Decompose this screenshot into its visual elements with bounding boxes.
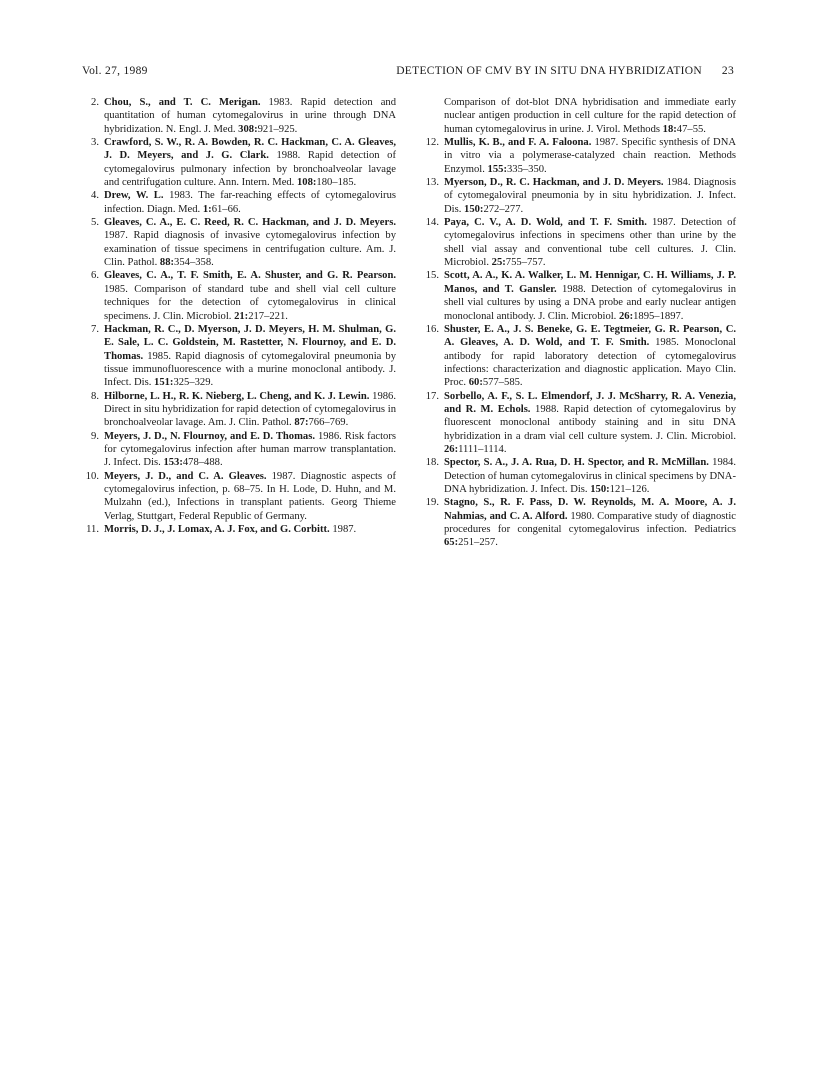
reference-pages: 478–488. — [182, 457, 223, 469]
page-number: 23 — [721, 65, 734, 77]
reference-authors: Paya, C. V., A. D. Wold, and T. F. Smith. — [444, 217, 647, 229]
reference-entry — [422, 136, 736, 176]
reference-volume: 150: — [464, 203, 484, 215]
reference-entry — [422, 496, 736, 549]
reference-volume: 308: — [238, 123, 258, 135]
reference-entry — [82, 390, 396, 430]
reference-text: 1987. Detection of cytomegalovirus infections in specimens other than urine by the shell vial assay and conventional tube cell cultures. J. Clin. Microbiol. — [444, 217, 736, 269]
reference-volume: 153: — [163, 457, 183, 469]
reference-authors: Crawford, S. W., R. A. Bowden, R. C. Hackman, C. A. Gleaves, J. D. Meyers, and J. G. Clark. — [104, 137, 396, 162]
reference-authors: Meyers, J. D., and C. A. Gleaves. — [104, 470, 267, 482]
reference-number: 10. — [85, 470, 99, 482]
reference-pages: 1111–1114. — [458, 443, 507, 455]
reference-volume: 21: — [234, 310, 249, 322]
reference-text: 1985. Comparison of standard tube and shell vial cell culture techniques for the detection of cytomegalovirus in clinical specimens. J. Clin. Microbiol. — [104, 283, 396, 322]
reference-entry — [82, 430, 396, 470]
reference-authors: Hackman, R. C., D. Myerson, J. D. Meyers, H. M. Shulman, G. E. Sale, L. C. Goldstein, M. Rastetter, N. Flournoy, and E. D. Thomas. — [104, 323, 396, 362]
reference-text: 1980. Comparative study of diagnostic procedures for congenital cytomegalovirus infection. Pediatrics — [444, 510, 736, 535]
reference-pages: 325–329. — [173, 377, 214, 389]
reference-number: 7. — [91, 323, 99, 335]
reference-number: 18. — [425, 457, 439, 469]
reference-volume: 108: — [296, 177, 317, 189]
reference-text: 1988. Rapid detection of cytomegalovirus by fluorescent monoclonal antibody staining and in situ DNA hybridization in a dram vial cell culture system. J. Clin. Microbiol. — [444, 403, 736, 442]
reference-entry — [422, 176, 736, 216]
reference-text: 1986. Direct in situ hybridization for rapid detection of cytomegalovirus in bronchoalveolar lavage. Am. J. Clin. Pathol. — [104, 390, 397, 429]
reference-text: Comparison of dot-blot DNA hybridisation and immediate early nuclear antigen production in cell culture for the rapid detection of human cytomegalovirus in urine. J. Virol. Methods — [444, 97, 736, 135]
reference-entry — [422, 269, 736, 322]
reference-volume: 25: — [491, 257, 506, 269]
reference-volume: 87: — [294, 417, 309, 429]
reference-entry — [422, 456, 736, 496]
reference-entry — [82, 216, 396, 269]
reference-pages: 121–126. — [609, 483, 650, 495]
reference-authors: Hilborne, L. H., R. K. Nieberg, L. Cheng, and K. J. Lewin. — [104, 390, 370, 402]
reference-entry — [82, 470, 396, 523]
reference-pages: 180–185. — [316, 177, 357, 189]
reference-text: 1987. Specific synthesis of DNA in vitro via a polymerase-catalyzed chain reaction. Methods Enzymol. — [444, 137, 736, 175]
reference-entry — [82, 136, 396, 189]
reference-entry — [82, 523, 396, 536]
reference-authors: Drew, W. L. — [104, 190, 164, 202]
reference-volume: 150: — [590, 483, 610, 495]
reference-number: 8. — [91, 390, 99, 402]
reference-text: 1988. Detection of cytomegalovirus in shell vial cultures by using a DNA probe and early nuclear antigen monoclonal antibody. J. Clin. Microbiol. — [444, 283, 737, 322]
reference-pages: 354–358. — [174, 257, 214, 269]
reference-text: 1985. Rapid diagnosis of cytomegaloviral pneumonia by tissue immunofluorescence with a murine monoclonal antibody. J. Infect. Dis. — [104, 350, 396, 389]
reference-number: 2. — [91, 97, 99, 108]
reference-volume: 88: — [159, 257, 175, 269]
reference-text: 1985. Monoclonal antibody for rapid laboratory detection of cytomegalovirus infections: characterization and diagnostic application. Mayo Clin. Proc. — [444, 337, 736, 389]
reference-pages: 1895–1897. — [633, 310, 684, 322]
reference-volume: 155: — [487, 163, 507, 175]
reference-continuation — [422, 96, 736, 136]
reference-pages: 755–757. — [505, 257, 546, 269]
reference-number: 6. — [91, 270, 99, 282]
reference-pages: 272–277. — [483, 203, 524, 215]
reference-entry — [422, 390, 736, 457]
reference-volume: 26: — [444, 443, 459, 455]
reference-number: 9. — [91, 430, 99, 442]
reference-volume: 151: — [154, 377, 174, 389]
reference-text: 1983. Rapid detection and quantitation of human cytomegalovirus in urine through DNA hybridization. N. Engl. J. Med. — [104, 97, 397, 135]
reference-text: 1983. The far-reaching effects of cytomegalovirus infection. Diagn. Med. — [104, 190, 396, 215]
running-header — [82, 65, 734, 81]
reference-entry — [82, 269, 396, 322]
reference-number: 15. — [425, 270, 439, 282]
reference-entry — [422, 323, 736, 390]
reference-authors: Chou, S., and T. C. Merigan. — [104, 97, 261, 108]
reference-pages: 217–221. — [248, 310, 288, 322]
reference-volume: 60: — [468, 377, 483, 389]
reference-volume: 1: — [202, 203, 212, 215]
reference-entry — [82, 96, 396, 136]
reference-text: 1987. — [329, 524, 357, 535]
running-title: DETECTION OF CMV BY IN SITU DNA HYBRIDIZATION — [396, 65, 702, 77]
volume-label: Vol. 27, 1989 — [82, 65, 148, 77]
reference-volume: 26: — [618, 310, 634, 322]
references-right-column — [422, 96, 736, 550]
reference-entry — [82, 189, 396, 216]
reference-number: 5. — [91, 217, 99, 229]
reference-authors: Gleaves, C. A., E. C. Reed, R. C. Hackman, and J. D. Meyers. — [104, 217, 396, 229]
reference-text: 1987. Rapid diagnosis of invasive cytomegalovirus infection by examination of tissue specimens in centrifugation culture. Am. J. Clin. Pathol. — [104, 230, 396, 269]
reference-volume: 18: — [662, 123, 677, 135]
reference-number: 17. — [425, 390, 439, 402]
reference-number: 12. — [425, 137, 439, 149]
reference-authors: Myerson, D., R. C. Hackman, and J. D. Meyers. — [444, 177, 664, 189]
reference-pages: 577–585. — [482, 377, 523, 389]
reference-text: 1984. Diagnosis of cytomegaloviral pneumonia by in situ hybridization. J. Infect. Dis. — [444, 177, 736, 215]
reference-number: 13. — [425, 177, 439, 189]
reference-number: 16. — [425, 323, 439, 335]
reference-authors: Meyers, J. D., N. Flournoy, and E. D. Thomas. — [104, 430, 315, 442]
reference-text: 1988. Rapid detection of cytomegalovirus pulmonary infection by bronchoalveolar lavage and centrifugation culture. Ann. Intern. Med. — [104, 150, 396, 189]
reference-entry — [82, 323, 396, 390]
reference-authors: Scott, A. A., K. A. Walker, L. M. Hennigar, C. H. Williams, J. P. Manos, and T. Gansler. — [444, 270, 736, 295]
reference-entry — [422, 216, 736, 269]
reference-pages: 766–769. — [308, 417, 349, 429]
reference-number: 3. — [91, 137, 99, 149]
reference-number: 19. — [425, 497, 439, 509]
reference-authors: Shuster, E. A., J. S. Beneke, G. E. Tegtmeier, G. R. Pearson, C. A. Gleaves, A. D. Wold, and T. F. Smith. — [444, 323, 736, 349]
reference-authors: Stagno, S., R. F. Pass, D. W. Reynolds, M. A. Moore, A. J. Nahmias, and C. A. Alford. — [444, 497, 736, 522]
reference-pages: 335–350. — [506, 163, 547, 175]
reference-pages: 47–55. — [676, 123, 706, 135]
reference-pages: 921–925. — [257, 123, 298, 135]
references-left-column — [82, 96, 396, 536]
reference-volume: 65: — [444, 537, 459, 549]
reference-number: 11. — [86, 524, 99, 535]
reference-text: 1986. Risk factors for cytomegalovirus infection after human marrow transplantation. J. Infect. Dis. — [104, 430, 396, 469]
reference-text: 1984. Detection of human cytomegalovirus in clinical specimens by DNA-DNA hybridization. J. Infect. Dis. — [444, 457, 736, 495]
reference-number: 14. — [425, 217, 439, 229]
reference-authors: Mullis, K. B., and F. A. Faloona. — [444, 137, 592, 149]
reference-authors: Sorbello, A. F., S. L. Elmendorf, J. J. McSharry, R. A. Venezia, and R. M. Echols. — [444, 390, 736, 415]
reference-text: 1987. Diagnostic aspects of cytomegalovirus infection, p. 68–75. In H. Lode, D. Huhn, and M. Mulzahn (ed.), Infections in transplant patients. Georg Thieme Verlag, Stuttgart, Federal Republic of Germany. — [104, 470, 396, 522]
reference-authors: Spector, S. A., J. A. Rua, D. H. Spector, and R. McMillan. — [444, 457, 709, 469]
reference-pages: 251–257. — [458, 537, 498, 549]
reference-authors: Gleaves, C. A., T. F. Smith, E. A. Shuster, and G. R. Pearson. — [104, 270, 396, 282]
reference-number: 4. — [91, 190, 99, 202]
reference-pages: 61–66. — [211, 203, 241, 215]
reference-authors: Morris, D. J., J. Lomax, A. J. Fox, and G. Corbitt. — [104, 524, 330, 535]
